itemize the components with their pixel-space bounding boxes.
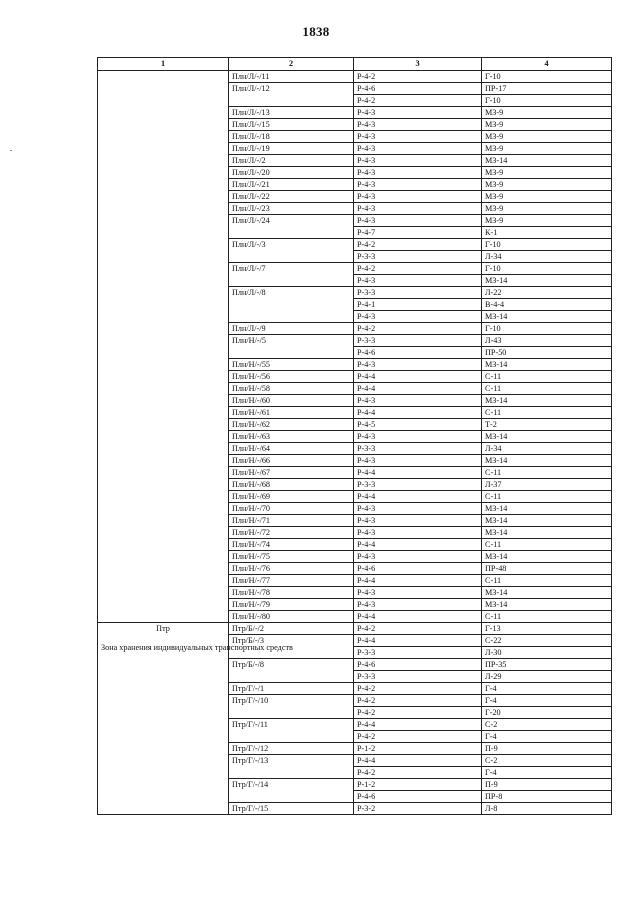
regulation-code-cell: Р-1-2 [354,779,482,791]
territory-code-cell: Плн/Л/-/2 [229,155,354,167]
category-code-cell: П-9 [482,743,612,755]
category-code-cell: МЗ-14 [482,275,612,287]
category-code-cell: МЗ-14 [482,359,612,371]
category-code-cell: С-11 [482,491,612,503]
category-code-cell: П-9 [482,779,612,791]
territory-code-cell: Птр/Б/-/2 [229,623,354,635]
category-code-cell: К-1 [482,227,612,239]
regulation-code-cell: Р-3-3 [354,251,482,263]
category-code-cell: Л-37 [482,479,612,491]
column-header: 2 [229,58,354,71]
category-code-cell: С-11 [482,371,612,383]
regulation-code-cell: Р-4-4 [354,575,482,587]
regulation-code-cell: Р-4-3 [354,395,482,407]
territory-code-cell: Плн/Л/-/23 [229,203,354,215]
regulation-code-cell: Р-3-3 [354,287,482,299]
category-code-cell: Г-10 [482,95,612,107]
category-code-cell: МЗ-14 [482,155,612,167]
category-code-cell: Г-13 [482,623,612,635]
category-code-cell: Г-10 [482,323,612,335]
category-code-cell: В-4-4 [482,299,612,311]
category-code-cell: Г-10 [482,239,612,251]
zone-cell [98,71,229,623]
category-code-cell: Л-29 [482,671,612,683]
regulation-code-cell: Р-4-1 [354,299,482,311]
category-code-cell: МЗ-9 [482,131,612,143]
territory-code-cell: Плн/Л/-/13 [229,107,354,119]
regulation-code-cell: Р-4-2 [354,767,482,779]
regulation-code-cell: Р-4-2 [354,263,482,275]
category-code-cell: Г-20 [482,707,612,719]
category-code-cell: МЗ-9 [482,119,612,131]
category-code-cell: С-22 [482,635,612,647]
category-code-cell: МЗ-14 [482,515,612,527]
category-code-cell: МЗ-9 [482,107,612,119]
regulation-code-cell: Р-3-3 [354,443,482,455]
category-code-cell: ПР-35 [482,659,612,671]
regulation-code-cell: Р-3-3 [354,671,482,683]
category-code-cell: МЗ-14 [482,527,612,539]
territory-code-cell: Плн/Н/-/62 [229,419,354,431]
territory-code-cell: Плн/Л/-/15 [229,119,354,131]
territory-code-cell: Птр/Б/-/8 [229,659,354,683]
regulation-code-cell: Р-4-2 [354,707,482,719]
territory-code-cell: Плн/Л/-/3 [229,239,354,263]
category-code-cell: Л-8 [482,803,612,815]
regulation-code-cell: Р-4-3 [354,431,482,443]
regulation-code-cell: Р-4-3 [354,203,482,215]
category-code-cell: МЗ-14 [482,551,612,563]
territory-code-cell: Птр/Б/-/3 [229,635,354,659]
regulation-code-cell: Р-4-6 [354,83,482,95]
category-code-cell: Г-4 [482,683,612,695]
regulation-code-cell: Р-4-3 [354,131,482,143]
regulation-code-cell: Р-4-3 [354,167,482,179]
category-code-cell: МЗ-14 [482,395,612,407]
regulation-code-cell: Р-4-3 [354,179,482,191]
territory-code-cell: Плн/Н/-/68 [229,479,354,491]
regulation-code-cell: Р-4-4 [354,371,482,383]
category-code-cell: Л-22 [482,287,612,299]
category-code-cell: МЗ-9 [482,179,612,191]
regulation-code-cell: Р-4-3 [354,119,482,131]
territory-code-cell: Плн/Н/-/69 [229,491,354,503]
territory-code-cell: Плн/Л/-/9 [229,323,354,335]
territory-code-cell: Плн/Н/-/58 [229,383,354,395]
category-code-cell: Г-4 [482,767,612,779]
territory-code-cell: Плн/Л/-/20 [229,167,354,179]
territory-code-cell: Плн/Н/-/70 [229,503,354,515]
regulation-code-cell: Р-4-4 [354,755,482,767]
regulation-code-cell: Р-4-3 [354,599,482,611]
territory-code-cell: Птр/Г/-/14 [229,779,354,803]
territory-code-cell: Плн/Н/-/74 [229,539,354,551]
territory-code-cell: Плн/Н/-/77 [229,575,354,587]
column-header: 4 [482,58,612,71]
regulation-code-cell: Р-4-3 [354,143,482,155]
category-code-cell: ПР-17 [482,83,612,95]
category-code-cell: МЗ-9 [482,143,612,155]
category-code-cell: Л-34 [482,443,612,455]
category-code-cell: С-11 [482,383,612,395]
territory-code-cell: Плн/Н/-/72 [229,527,354,539]
territory-code-cell: Плн/Н/-/5 [229,335,354,359]
regulation-code-cell: Р-4-4 [354,407,482,419]
regulation-code-cell: Р-4-4 [354,383,482,395]
regulation-code-cell: Р-1-2 [354,743,482,755]
territory-code-cell: Птр/Г/-/15 [229,803,354,815]
category-code-cell: МЗ-14 [482,599,612,611]
regulation-code-cell: Р-4-2 [354,623,482,635]
regulation-code-cell: Р-4-3 [354,587,482,599]
category-code-cell: Л-43 [482,335,612,347]
category-code-cell: Т-2 [482,419,612,431]
regulation-code-cell: Р-4-3 [354,551,482,563]
category-code-cell: Г-4 [482,695,612,707]
regulation-code-cell: Р-4-3 [354,215,482,227]
territory-code-cell: Плн/Н/-/55 [229,359,354,371]
territory-code-cell: Плн/Н/-/64 [229,443,354,455]
territory-code-cell: Птр/Г/-/13 [229,755,354,779]
territory-code-cell: Плн/Л/-/11 [229,71,354,83]
header-row [98,58,612,71]
territory-code-cell: Плн/Н/-/71 [229,515,354,527]
territory-code-cell: Плн/Н/-/80 [229,611,354,623]
regulation-code-cell: Р-4-6 [354,659,482,671]
category-code-cell: С-11 [482,539,612,551]
category-code-cell: МЗ-14 [482,455,612,467]
page-number: 1838 [302,24,330,39]
territory-code-cell: Плн/Н/-/56 [229,371,354,383]
category-code-cell: МЗ-14 [482,311,612,323]
regulation-code-cell: Р-4-4 [354,467,482,479]
column-header: 3 [354,58,482,71]
territory-code-cell: Плн/Л/-/22 [229,191,354,203]
category-code-cell: С-2 [482,755,612,767]
category-code-cell: Г-10 [482,263,612,275]
category-code-cell: С-11 [482,467,612,479]
regulation-code-cell: Р-3-3 [354,335,482,347]
regulation-code-cell: Р-4-3 [354,359,482,371]
territory-code-cell: Птр/Г/-/11 [229,719,354,743]
regulation-code-cell: Р-4-2 [354,731,482,743]
regulation-code-cell: Р-4-3 [354,191,482,203]
category-code-cell: С-11 [482,407,612,419]
regulation-code-cell: Р-4-2 [354,239,482,251]
regulation-code-cell: Р-4-3 [354,311,482,323]
territory-code-cell: Плн/Н/-/79 [229,599,354,611]
table-row [98,623,612,635]
regulation-code-cell: Р-4-3 [354,527,482,539]
territory-code-cell: Плн/Н/-/67 [229,467,354,479]
regulation-code-cell: Р-4-6 [354,563,482,575]
column-header: 1 [98,58,229,71]
regulation-code-cell: Р-4-4 [354,719,482,731]
territory-code-cell: Плн/Н/-/75 [229,551,354,563]
territory-code-cell: Плн/Л/-/7 [229,263,354,287]
regulation-code-cell: Р-4-7 [354,227,482,239]
regulation-code-cell: Р-4-4 [354,611,482,623]
territory-code-cell: Плн/Л/-/18 [229,131,354,143]
category-code-cell: С-11 [482,575,612,587]
regulation-code-cell: Р-4-4 [354,635,482,647]
regulation-code-cell: Р-4-3 [354,455,482,467]
regulation-code-cell: Р-4-5 [354,419,482,431]
territory-code-cell: Плн/Н/-/78 [229,587,354,599]
regulation-code-cell: Р-4-6 [354,791,482,803]
category-code-cell: ПР-50 [482,347,612,359]
table-row [98,71,612,83]
territory-code-cell: Плн/Н/-/60 [229,395,354,407]
territory-code-cell: Птр/Г/-/10 [229,695,354,719]
document-table [97,57,612,815]
regulation-code-cell: Р-4-2 [354,71,482,83]
category-code-cell: МЗ-9 [482,203,612,215]
regulation-code-cell: Р-4-3 [354,155,482,167]
category-code-cell: МЗ-9 [482,215,612,227]
zone-description: Зона хранения индивидуальных транспортных средств [101,643,293,652]
regulation-code-cell: Р-4-4 [354,539,482,551]
territory-code-cell: Плн/Н/-/63 [229,431,354,443]
scan-mark [10,150,12,151]
category-code-cell: Г-10 [482,71,612,83]
category-code-cell: С-2 [482,719,612,731]
regulation-code-cell: Р-4-2 [354,95,482,107]
category-code-cell: МЗ-14 [482,587,612,599]
territory-code-cell: Плн/Л/-/8 [229,287,354,323]
territory-code-cell: Птр/Г/-/12 [229,743,354,755]
category-code-cell: МЗ-14 [482,431,612,443]
category-code-cell: Г-4 [482,731,612,743]
regulation-code-cell: Р-4-6 [354,347,482,359]
regulation-code-cell: Р-4-2 [354,695,482,707]
category-code-cell: ПР-8 [482,791,612,803]
territory-code-cell: Плн/Н/-/76 [229,563,354,575]
category-code-cell: МЗ-9 [482,167,612,179]
territory-code-cell: Плн/Л/-/21 [229,179,354,191]
territory-code-cell: Плн/Л/-/19 [229,143,354,155]
territory-code-cell: Плн/Л/-/24 [229,215,354,239]
territory-code-cell: Плн/Н/-/66 [229,455,354,467]
regulation-code-cell: Р-3-3 [354,647,482,659]
zone-code: Птр [156,624,170,633]
territory-code-cell: Птр/Г/-/1 [229,683,354,695]
category-code-cell: МЗ-14 [482,503,612,515]
regulation-code-cell: Р-4-3 [354,275,482,287]
territory-code-cell: Плн/Н/-/61 [229,407,354,419]
regulation-code-cell: Р-4-2 [354,683,482,695]
regulation-code-cell: Р-4-3 [354,107,482,119]
table-body [98,71,612,815]
category-code-cell: С-11 [482,611,612,623]
regulation-code-cell: Р-4-2 [354,323,482,335]
category-code-cell: МЗ-9 [482,191,612,203]
category-code-cell: Л-30 [482,647,612,659]
regulation-code-cell: Р-4-3 [354,515,482,527]
regulation-code-cell: Р-4-3 [354,503,482,515]
regulation-code-cell: Р-4-4 [354,491,482,503]
regulation-code-cell: Р-3-3 [354,479,482,491]
category-code-cell: Л-34 [482,251,612,263]
territory-code-cell: Плн/Л/-/12 [229,83,354,107]
category-code-cell: ПР-48 [482,563,612,575]
regulation-code-cell: Р-3-2 [354,803,482,815]
